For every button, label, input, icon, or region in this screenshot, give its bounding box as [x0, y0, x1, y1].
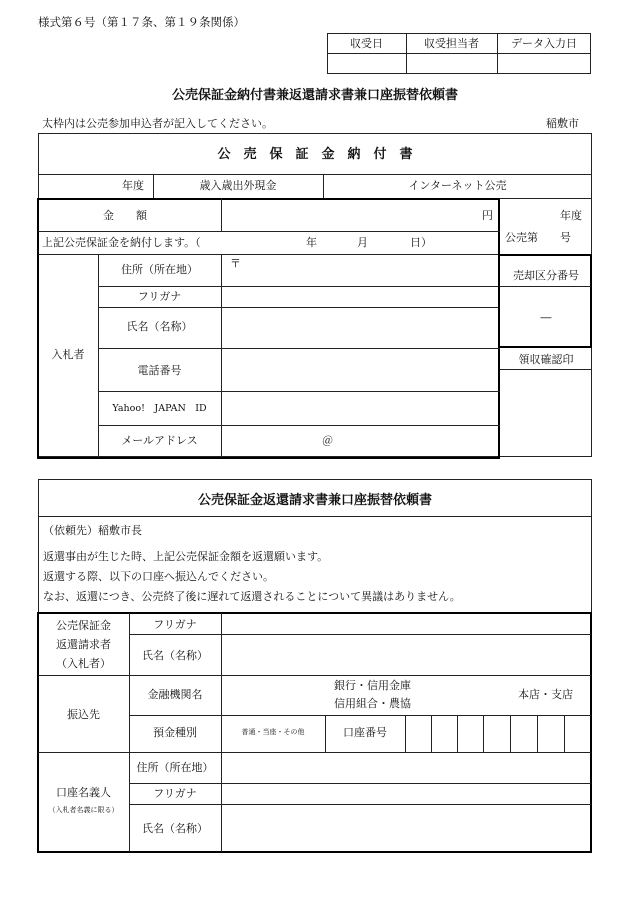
- received-date-header: 収受日: [350, 37, 383, 50]
- phone-label: 電話番号: [137, 364, 182, 377]
- postal-mark: 〒: [230, 257, 241, 270]
- koubai-number-label: 公売第 号: [505, 231, 571, 244]
- date-month: 月: [357, 236, 368, 249]
- bank-name-input[interactable]: [222, 676, 590, 714]
- amount-label: 金 額: [103, 209, 147, 222]
- deposit-type-options[interactable]: 普通・当座・その他: [241, 728, 305, 736]
- branch-types: 本店・支店: [518, 688, 573, 701]
- payment-confirm-text: 上記公売保証金を納付します。（: [42, 236, 201, 249]
- yen-unit: 円: [482, 209, 493, 222]
- email-label: メールアドレス: [121, 434, 198, 447]
- requester-furigana-input[interactable]: [222, 614, 590, 634]
- form-number: 様式第６号（第１７条、第１９条関係）: [38, 15, 245, 29]
- holder-name-label: 氏名（名称）: [142, 822, 208, 835]
- city-name: 稲敷市: [546, 117, 579, 130]
- sale-class-label: 売却区分番号: [513, 269, 579, 282]
- furigana-label: フリガナ: [137, 290, 182, 303]
- main-title: 公売保証金納付書兼返還請求書兼口座振替依頼書: [171, 88, 458, 103]
- bidder-label: 入札者: [51, 348, 85, 361]
- sale-class-value: ―: [540, 311, 552, 324]
- bank-types-line-2: 信用組合・農協: [334, 697, 411, 710]
- requester-name-input[interactable]: [222, 635, 590, 674]
- refund-line-1: 返還事由が生じた時、上記公売保証金額を返還願います。: [43, 550, 329, 563]
- fiscal-year-label: 年度: [122, 179, 144, 192]
- date-day: 日）: [410, 236, 432, 249]
- deposit-type-label: 預金種別: [153, 726, 197, 739]
- requester-label-3: （入札者）: [56, 657, 111, 670]
- receipt-seal-label: 領収確認印: [518, 353, 574, 366]
- requester-label-2: 返還請求者: [56, 638, 111, 651]
- refund-line-2: 返還する際、以下の口座へ振込んでください。: [43, 570, 274, 583]
- account-number-input[interactable]: [406, 716, 590, 751]
- name-label: 氏名（名称）: [126, 320, 193, 333]
- yahoo-id-label: Yahoo! JAPAN ID: [112, 403, 207, 414]
- requester-label-1: 公売保証金: [56, 619, 111, 632]
- holder-note: （入札者名義に限る）: [48, 806, 119, 814]
- address-label: 住所（所在地）: [121, 263, 198, 276]
- sale-type-label: インターネット公売: [408, 179, 507, 192]
- date-year: 年: [306, 236, 317, 249]
- refund-addressee: （依頼先）稲敷市長: [43, 524, 142, 537]
- requester-name-label: 氏名（名称）: [142, 649, 208, 662]
- category-label: 歳入歳出外現金: [199, 179, 277, 192]
- holder-label: 口座名義人: [56, 786, 111, 799]
- bank-name-label: 金融機関名: [147, 688, 203, 701]
- holder-name-input[interactable]: [222, 805, 590, 851]
- holder-furigana-label: フリガナ: [153, 787, 197, 800]
- account-number-label: 口座番号: [343, 726, 387, 739]
- refund-line-3: なお、返還につき、公売終了後に遅れて返還されることについて異議はありません。: [43, 590, 461, 603]
- holder-furigana-input[interactable]: [222, 784, 590, 803]
- received-staff-header: 収受担当者: [424, 37, 479, 50]
- instruction-text: 太枠内は公売参加申込者が記入してください。: [42, 117, 273, 130]
- holder-address-label: 住所（所在地）: [136, 761, 214, 774]
- refund-title: 公売保証金返還請求書兼口座振替依頼書: [197, 493, 432, 508]
- at-mark: ＠: [322, 434, 333, 447]
- right-year-label: 年度: [560, 209, 582, 222]
- holder-address-input[interactable]: [222, 753, 590, 782]
- data-entry-date-header: データ入力日: [511, 37, 577, 50]
- bank-types-line-1: 銀行・信用金庫: [334, 679, 411, 692]
- payment-title: 公 売 保 証 金 納 付 書: [217, 147, 413, 162]
- transfer-label: 振込先: [67, 708, 100, 721]
- requester-furigana-label: フリガナ: [153, 618, 197, 631]
